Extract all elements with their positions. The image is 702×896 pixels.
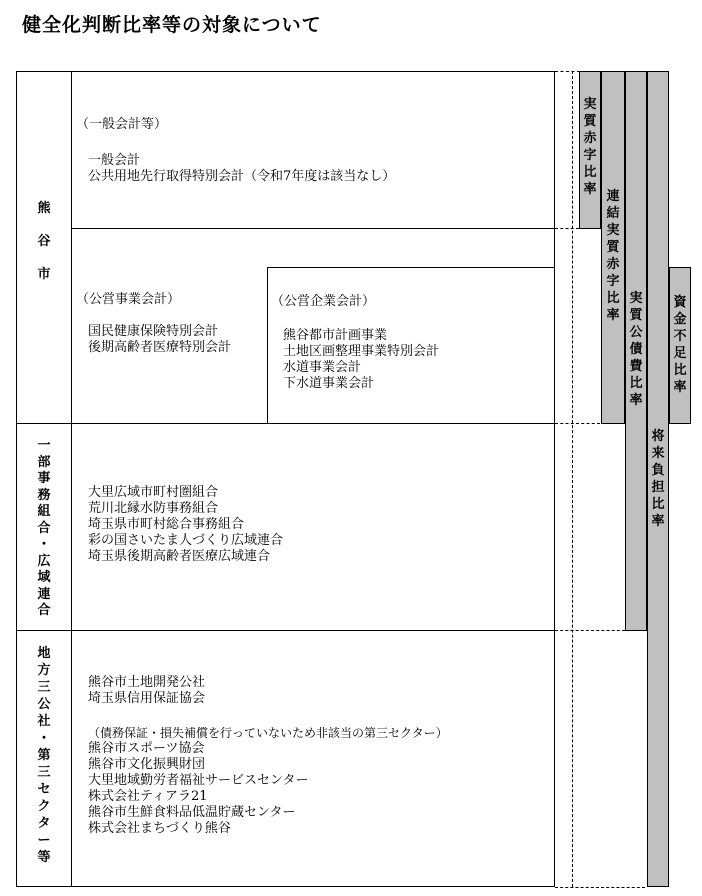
public-business-heading: （公営事業会計） [76, 292, 181, 307]
dashed-right-edge [572, 71, 573, 887]
vertical-char: 足 [673, 346, 687, 361]
kumagaya-inner-divider [71, 228, 555, 229]
label-future-burden-ratio [648, 428, 668, 530]
list-item: 大里広域市町村圏組合 [88, 485, 219, 500]
vertical-char: 比 [606, 291, 620, 306]
vertical-char: 比 [583, 165, 597, 180]
list-item: 公共用地先行取得特別会計（令和7年度は該当なし） [88, 169, 396, 184]
vertical-char: 実 [629, 291, 643, 306]
list-item: 土地区画整理事業特別会計 [283, 344, 440, 359]
dashed-row2-end [555, 630, 625, 631]
label-real-deficit-ratio [580, 96, 600, 198]
dashed-row1-end [555, 423, 600, 424]
vertical-char: 担 [651, 480, 665, 495]
list-item: 熊谷市スポーツ協会 [88, 741, 205, 756]
vertical-char: 比 [629, 376, 643, 391]
label-real-debt-service-ratio [626, 290, 646, 409]
label-column-divider [71, 71, 72, 887]
public-business-block [76, 292, 231, 356]
vertical-char: 率 [583, 182, 597, 197]
section-label-third-sector: 地 方 三 公 社 ・ 第 三 セ ク タ ー 等 [37, 646, 51, 865]
list-item: 一般会計 [88, 153, 141, 168]
list-item: 埼玉県市町村総合事務組合 [88, 517, 245, 532]
list-item: 熊谷市文化振興財団 [88, 757, 206, 772]
vertical-char: 率 [606, 308, 620, 323]
vertical-char: 率 [651, 514, 665, 529]
vertical-char: 結 [606, 206, 620, 221]
vertical-char: 負 [651, 463, 665, 478]
vertical-char: 不 [673, 329, 687, 344]
vertical-char: 比 [673, 363, 687, 378]
section-label-kumagaya [34, 200, 54, 283]
vertical-char: 実 [583, 97, 597, 112]
vertical-char: 資 [673, 295, 687, 310]
page-title: 健全化判断比率等の対象について [22, 14, 322, 36]
partial-affairs-block [88, 485, 283, 565]
vertical-char: 連 [606, 189, 620, 204]
list-item: 荒川北縁水防事務組合 [88, 501, 219, 516]
list-item: 水道事業会計 [283, 360, 362, 375]
vertical-char: 率 [629, 393, 643, 408]
vertical-char: 質 [583, 114, 597, 129]
list-item: 埼玉県後期高齢者医療広域連合 [88, 549, 271, 564]
list-item: 熊谷都市計画事業 [283, 328, 388, 343]
list-item: 大里地域勤労者福祉サービスセンター [88, 773, 309, 788]
vertical-char: 質 [606, 240, 620, 255]
public-enterprise-block [271, 294, 439, 392]
vertical-char: 赤 [583, 131, 597, 146]
vertical-char: 率 [673, 380, 687, 395]
list-item: 熊谷市土地開発公社 [88, 675, 206, 690]
general-heading: （一般会計等） [76, 117, 168, 132]
list-item: 後期高齢者医療特別会計 [88, 340, 232, 355]
public-enterprise-heading: （公営企業会計） [271, 294, 376, 309]
kumagaya-char-1: 熊 [37, 201, 51, 216]
list-item: 彩の国さいたま人づくり広域連合 [88, 533, 284, 548]
label-funding-shortfall-ratio [670, 294, 690, 396]
vertical-char: 将 [651, 429, 665, 444]
list-item: 国民健康保険特別会計 [88, 324, 219, 339]
kumagaya-char-2: 谷 [37, 234, 51, 249]
vertical-char: 来 [651, 446, 665, 461]
list-item: 下水道事業会計 [283, 376, 375, 391]
vertical-char: 字 [583, 148, 597, 163]
vertical-char: 比 [651, 497, 665, 512]
vertical-char: 実 [606, 223, 620, 238]
list-item: 株式会社ティアラ21 [88, 789, 208, 804]
label-consolidated-deficit-ratio [603, 188, 623, 324]
third-sector-note: （債務保証・損失補償を行っていないため非該当の第三セクター） [88, 726, 448, 740]
list-item: 埼玉県信用保証協会 [88, 691, 206, 706]
row-divider-2 [16, 630, 555, 631]
vertical-char: 費 [629, 359, 643, 374]
list-item: 熊谷市生鮮食料品低温貯蔵センター [88, 805, 296, 820]
vertical-char: 債 [629, 342, 643, 357]
general-accounts-block [76, 117, 395, 185]
vertical-char: 質 [629, 308, 643, 323]
kumagaya-char-3: 市 [37, 267, 51, 282]
list-item: 株式会社まちづくり熊谷 [88, 821, 231, 836]
dashed-bottom [555, 887, 645, 888]
third-sector-block [88, 675, 448, 837]
section-label-partial-affairs: 一 部 事 務 組 合 ・ 広 域 連 合 [37, 438, 51, 618]
vertical-char: 公 [629, 325, 643, 340]
vertical-char: 赤 [606, 257, 620, 272]
dashed-top [555, 71, 580, 72]
vertical-char: 字 [606, 274, 620, 289]
vertical-char: 金 [673, 312, 687, 327]
